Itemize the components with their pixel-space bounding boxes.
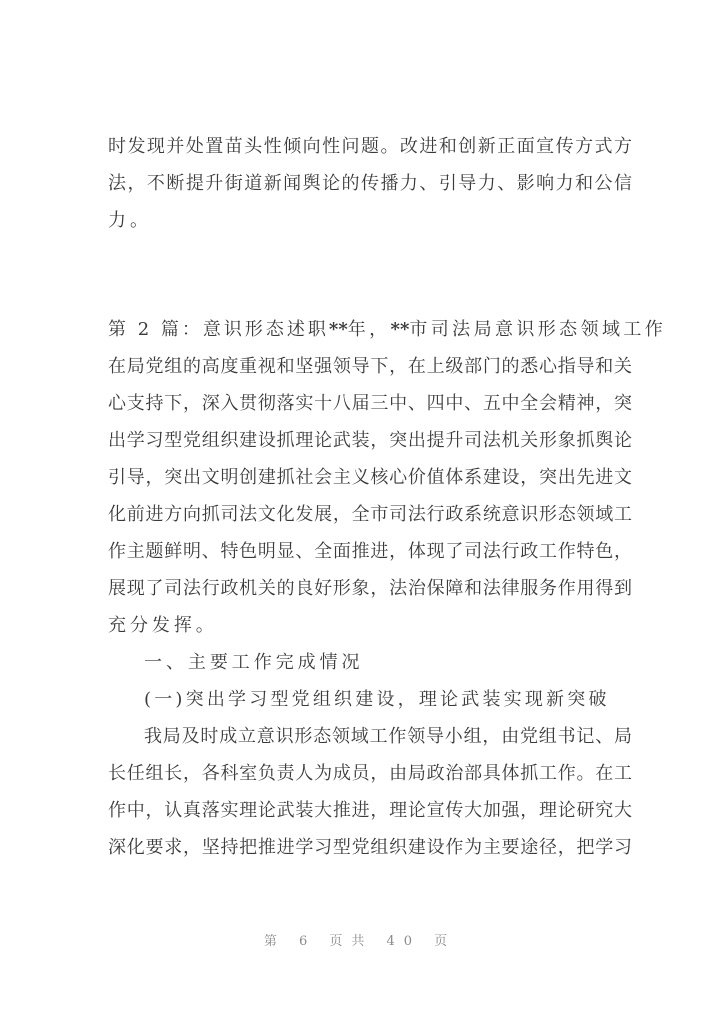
paragraph-line: 出学习型党组织建设抓理论武装，突出提升司法机关形象抓舆论	[108, 430, 632, 451]
paragraph-line: 时发现并处置苗头性倾向性问题。改进和创新正面宣传方式方	[108, 136, 632, 157]
paragraph-line: 长任组长，各科室负责人为成员，由局政治部具体抓工作。在工	[108, 763, 632, 784]
paragraph-line: 深化要求，坚持把推进学习型党组织建设作为主要途径，把学习	[108, 837, 632, 858]
paragraph-line: 力。	[108, 210, 152, 231]
section-intro-first	[329, 317, 666, 343]
section-title: 第 2 篇：意识形态述职	[108, 319, 329, 340]
paragraph-line: 引导，突出文明创建抓社会主义核心价值体系建设，突出先进文	[108, 467, 632, 488]
intro-text: 市司法局意识形态领域工作	[409, 319, 667, 340]
redacted-mark: **	[328, 319, 348, 340]
section-title-line	[108, 317, 667, 343]
intro-text: 年，	[347, 319, 391, 340]
paragraph-line: 在局党组的高度重视和坚强领导下，在上级部门的悉心指导和关	[108, 356, 632, 377]
redacted-mark: **	[390, 319, 410, 340]
paragraph-line: 心支持下，深入贯彻落实十八届三中、四中、五中全会精神，突	[108, 393, 632, 414]
paragraph-line: 化前进方向抓司法文化发展，全市司法行政系统意识形态领域工	[108, 504, 632, 525]
page-footer: 第 6 页共 40 页	[263, 934, 457, 949]
heading-main-work: 一、主要工作完成情况	[144, 652, 364, 673]
paragraph-line: 作中，认真落实理论武装大推进，理论宣传大加强，理论研究大	[108, 800, 632, 821]
paragraph-line: 充分发挥。	[108, 615, 218, 636]
subheading-party-building: (一)突出学习型党组织建设，理论武装实现新突破	[144, 689, 610, 710]
paragraph-line: 法，不断提升街道新闻舆论的传播力、引导力、影响力和公信	[108, 173, 632, 194]
paragraph-line: 作主题鲜明、特色明显、全面推进，体现了司法行政工作特色，	[108, 541, 632, 562]
paragraph-line: 展现了司法行政机关的良好形象，法治保障和法律服务作用得到	[108, 578, 632, 599]
paragraph-line: 我局及时成立意识形态领域工作领导小组，由党组书记、局	[144, 726, 632, 747]
